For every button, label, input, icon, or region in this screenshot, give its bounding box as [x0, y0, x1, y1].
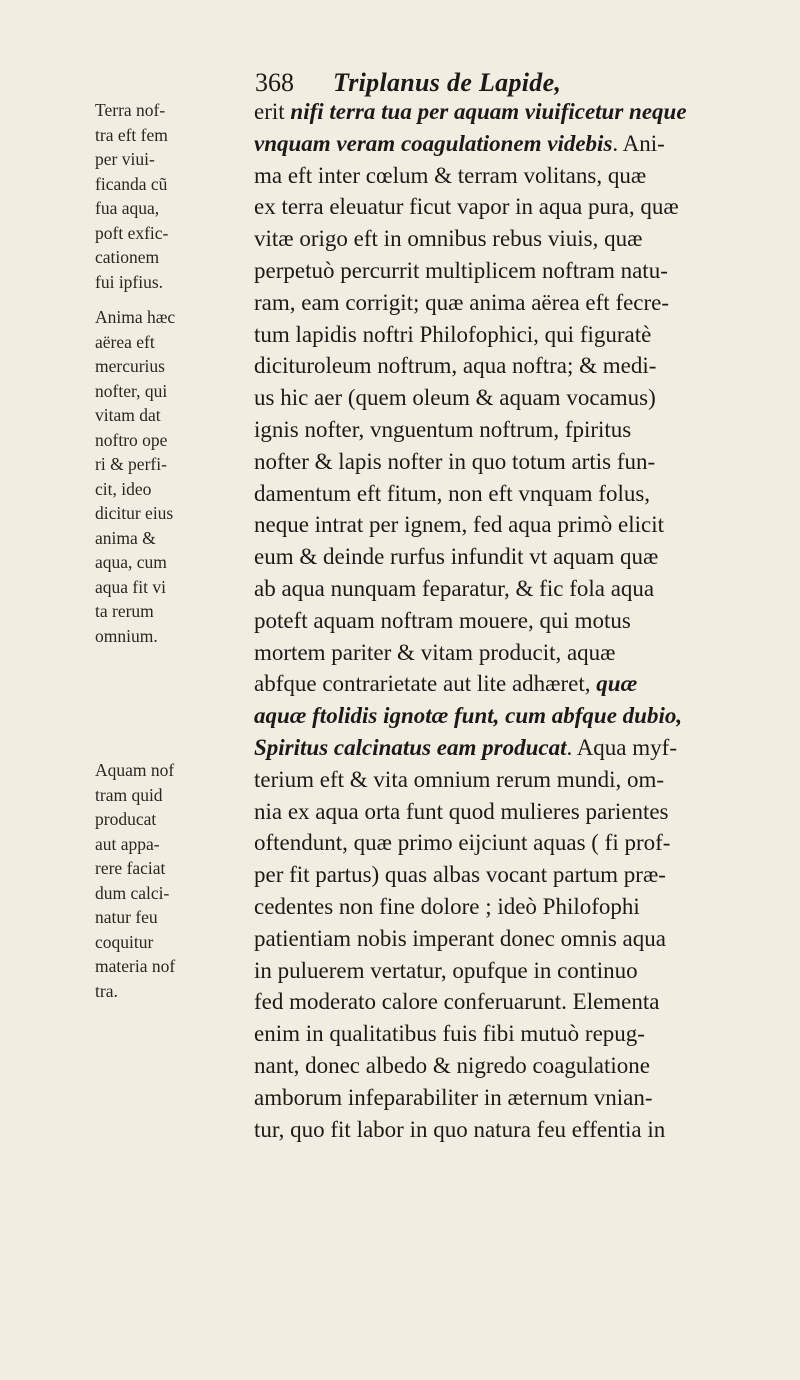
- text-line: [254, 1050, 724, 1082]
- text-line: [254, 605, 724, 637]
- margin-note-line: per viui-: [95, 149, 155, 169]
- margin-note-line: poft exfic-: [95, 222, 169, 243]
- roman-text: . Ani-: [612, 130, 665, 156]
- margin-note-line: tra.: [95, 980, 118, 1001]
- roman-text: tum lapidis noftri Philofophici, qui figuratè: [254, 321, 652, 347]
- roman-text: per fit partus) quas albas vocant partum præ-: [254, 862, 666, 888]
- roman-text: eum & deinde rurfus infundit vt aquam quæ: [254, 544, 659, 570]
- text-line: [254, 350, 724, 382]
- roman-text: nia ex aqua orta funt quod mulieres parientes: [254, 798, 669, 824]
- margin-note-line: noftro ope: [95, 429, 168, 450]
- text-line: [254, 223, 724, 255]
- roman-text: mortem pariter & vitam producit, aquæ: [254, 639, 616, 665]
- text-line: [254, 160, 724, 192]
- margin-note-line: dum calci-: [95, 882, 170, 903]
- text-line: [254, 382, 724, 414]
- text-line: [254, 668, 724, 700]
- text-line: [254, 955, 724, 987]
- text-line: [254, 255, 724, 287]
- margin-note-line: Aquam nof: [95, 760, 175, 780]
- roman-text: in puluerem vertatur, opufque in continuo: [254, 957, 638, 983]
- text-line: [254, 796, 724, 828]
- text-line: [254, 1018, 724, 1050]
- roman-text: . Aqua myf-: [566, 734, 677, 760]
- roman-text: diciturоleum noftrum, aqua noftra; & medi-: [254, 353, 657, 379]
- margin-note-line: fui ipfius.: [95, 271, 164, 292]
- text-line: [254, 891, 724, 923]
- margin-note-line: nofter, qui: [95, 380, 168, 401]
- text-line: [254, 1082, 724, 1114]
- text-line: [254, 319, 724, 351]
- text-line: [254, 128, 724, 160]
- roman-text: amborum infeparabiliter in æternum vnian-: [254, 1084, 653, 1110]
- text-line: [254, 509, 724, 541]
- roman-text: us hic aer (quem oleum & aquam vocamus): [254, 385, 656, 411]
- margin-note-line: dicitur eius: [95, 503, 174, 523]
- margin-note-line: cit, ideo: [95, 478, 152, 499]
- text-line: [254, 573, 724, 605]
- roman-text: vitæ origo eft in omnibus rebus viuis, quæ: [254, 226, 643, 252]
- roman-text: abfque contrarietate aut lite adhæret,: [254, 671, 597, 697]
- text-line: [254, 700, 724, 732]
- emphasis-text: aquæ ftolidis ignotæ funt, cum abfque dubio,: [254, 703, 683, 729]
- text-line: [254, 1114, 724, 1146]
- margin-note-line: rere faciat: [95, 858, 166, 878]
- roman-text: damentum eft fitum, non eft vnquam folus,: [254, 480, 651, 506]
- roman-text: enim in qualitatibus fuis fibi mutuò repug-: [254, 1021, 645, 1047]
- roman-text: neque intrat per ignem, fed aqua primò elicit: [254, 512, 665, 538]
- margin-note-line: mercurius: [95, 356, 165, 376]
- body-text: [254, 96, 724, 1145]
- margin-note-line: Terra nof-: [95, 100, 166, 120]
- roman-text: poteft aquam noftram mouere, qui motus: [254, 607, 631, 633]
- roman-text: ignis nofter, vnguentum noftrum, fpiritus: [254, 416, 632, 442]
- margin-note-line: coquitur: [95, 931, 154, 952]
- text-line: [254, 446, 724, 478]
- roman-text: cedentes non fine dolore ; ideò Philofophi: [254, 893, 640, 919]
- roman-text: patientiam nobis imperant donec omnis aqua: [254, 925, 666, 951]
- roman-text: ex terra eleuatur ficut vapor in aqua pura, quæ: [254, 194, 679, 220]
- emphasis-text: Spiritus calcinatus eam producat: [254, 734, 567, 760]
- emphasis-text: quæ: [596, 671, 638, 697]
- margin-note-line: aqua fit vi: [95, 576, 166, 597]
- margin-note-line: aërea eft: [95, 331, 155, 352]
- margin-note-1: [95, 98, 245, 294]
- margin-note-line: producat: [95, 809, 157, 829]
- emphasis-text: vnquam veram coagulationem videbis: [254, 130, 613, 156]
- margin-note-line: cationem: [95, 247, 160, 267]
- page-number: 368: [255, 68, 294, 97]
- margin-note-2: [95, 305, 245, 648]
- roman-text: ram, eam corrigit; quæ anima aërea eft fecre-: [254, 289, 670, 315]
- margin-note-line: ta rerum: [95, 601, 154, 621]
- margin-note-line: tra eft fem: [95, 124, 168, 145]
- roman-text: nant, donec albedo & nigredo coagulatione: [254, 1052, 650, 1078]
- margin-note-line: vitam dat: [95, 405, 161, 425]
- margin-note-line: natur feu: [95, 907, 158, 927]
- margin-note-line: omnium.: [95, 625, 158, 646]
- margin-note-line: materia nof: [95, 956, 176, 976]
- text-line: [254, 287, 724, 319]
- margin-note-line: ficanda cũ: [95, 173, 168, 194]
- text-line: [254, 478, 724, 510]
- margin-note-line: ri & perfi-: [95, 454, 167, 474]
- margin-note-line: aut appa-: [95, 833, 160, 854]
- text-line: [254, 859, 724, 891]
- text-line: [254, 191, 724, 223]
- text-line: [254, 827, 724, 859]
- margin-note-line: tram quid: [95, 784, 163, 805]
- text-line: [254, 96, 724, 128]
- text-line: [254, 541, 724, 573]
- roman-text: perpetuò percurrit multiplicem noftram natu-: [254, 257, 668, 283]
- margin-note-line: fua aqua,: [95, 198, 160, 218]
- emphasis-text: nifi terra tua per aquam viuificetur neque: [290, 99, 687, 124]
- roman-text: fed moderato calore conferuarunt. Elementa: [254, 989, 660, 1015]
- text-line: [254, 637, 724, 669]
- margin-note-line: anima &: [95, 527, 156, 548]
- margin-note-line: aqua, cum: [95, 552, 167, 572]
- text-line: [254, 414, 724, 446]
- text-line: [254, 923, 724, 955]
- running-title: Triplanus de Lapide,: [333, 68, 562, 97]
- text-line: [254, 732, 724, 764]
- roman-text: ma eft inter cœlum & terram volitans, quæ: [254, 162, 647, 188]
- roman-text: oftendunt, quæ primo eijciunt aquas ( fi prof-: [254, 830, 671, 856]
- roman-text: ab aqua nunquam feparatur, & fic fola aqua: [254, 575, 655, 601]
- text-line: [254, 986, 724, 1018]
- roman-text: terium eft & vita omnium rerum mundi, om-: [254, 766, 665, 792]
- running-head: [255, 68, 695, 98]
- roman-text: nofter & lapis nofter in quo totum artis fun-: [254, 448, 656, 474]
- roman-text: erit: [254, 99, 291, 124]
- roman-text: tur, quo fit labor in quo natura feu effentia in: [254, 1116, 666, 1142]
- margin-note-3: [95, 758, 245, 1003]
- margin-note-line: Anima hæc: [95, 307, 176, 327]
- text-line: [254, 764, 724, 796]
